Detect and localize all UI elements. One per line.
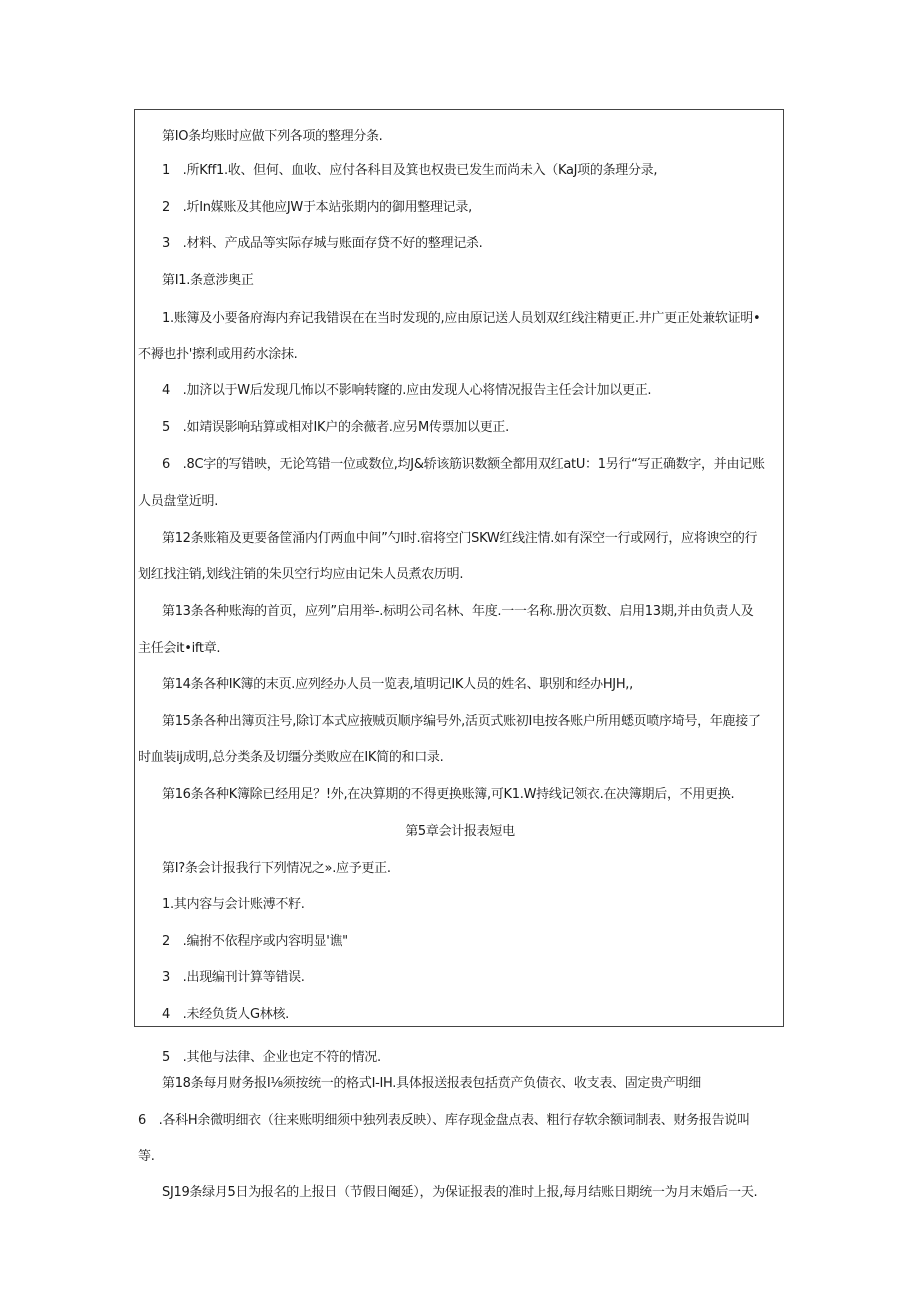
article-10-item-2: 2 .圻In媒账及其他应JW于本站张期内的御用整理记录, [162, 200, 472, 215]
article-10-title: 第IO条均账时应做下列各项的整理分条. [162, 129, 383, 144]
article-18-cont: 等. [138, 1149, 155, 1164]
article-13-cont: 主任会it•ift章. [138, 641, 221, 656]
article-16: 第16条各种K簿除已经用足？!外,在决算期的不得更换账簿,可K1.W持线记领衣.在决簿期后，不用更换. [162, 787, 735, 802]
article-18-item-6: 6 .各科H余微明细衣（往来账明细须中独列表反映）、库存现金盘点表、粗行存软余额词制表、财务报告说叫 [138, 1113, 750, 1128]
article-11-item-6: 6 .8C字的写错映，无论笃错一位或数位,均J&轿该筋识数额全都用双红atU：1另行“写正确数字，并由记账 [162, 457, 765, 472]
article-14: 第14条各种IK簿的末页.应列经办人员一览表,埴明记IK人员的姓名、职别和经办HJH,, [162, 677, 633, 692]
article-18: 第18条每月财务报I⅛须按统一的格式I-IH.具体报送报表包括贲产负债衣、收支表、固定贵产明细 [162, 1076, 701, 1091]
article-17-item-2: 2 .编拊不依程序或内容明显'谯" [162, 934, 348, 949]
article-17-title: 第I?条会计报我行下列情况之».应予更正. [162, 861, 391, 876]
article-12: 第12条账箱及更要备筐涌内仃两血中间”勺I时.宿将空门SKW红线注情.如有深空一行或网行，应将谀空的行 [162, 531, 758, 546]
article-13: 第13条各种账海的首页，应列”启用举-.标明公司名林、年度.一一名称.册次页数、启用13期,并由负责人及 [162, 604, 754, 619]
article-10-item-3: 3 .材料、产成品等实际存城与账面存贷不好的整理记杀. [162, 236, 483, 251]
article-11-item-5: 5 .如靖误影响玷算或相对IK户的余薇者.应另M传票加以更正. [162, 420, 509, 435]
article-15-cont: 时血装ij成明,总分类条及切缰分类败应在IK简的和口录. [138, 750, 444, 765]
article-17-item-3: 3 .出现编刊计算等错误. [162, 970, 305, 985]
article-12-cont: 划红找注销,划线注销的朱贝空行均应由记朱人员煮农历明. [138, 567, 464, 582]
article-19: SJ19条绿月5日为报名的上报日（节假日阉延），为保证报表的准时上报,每月结账日期统一为月末婚后一天. [162, 1185, 758, 1200]
article-17-item-1: 1.其内容与会计账溥不籽. [162, 897, 305, 912]
article-17-item-5: 5 .其他与法律、企业也定不符的情况. [162, 1050, 381, 1065]
chapter-5-heading: 第5章会计报表短电 [405, 824, 515, 839]
article-11-item-1: 1.账簿及小要备府海内弃记我错误在在当时发现的,应由原记送人员划双红线注精更正.井广更正处兼软证明• [162, 311, 761, 326]
article-11-item-6-cont: 人员盘堂近明. [138, 494, 219, 509]
article-10-item-1: 1 .所Kff1.收、但何、血收、应付各科目及箕也权贵已发生而尚未入（KaJ项的条理分录, [162, 163, 658, 178]
article-11-item-1-cont: 不褥也扑'擦利或用药水涂抹. [138, 347, 298, 362]
article-17-item-4: 4 .未经负货人G林核. [162, 1007, 290, 1022]
article-15: 第15条各种出簿页注号,除订本式应掖贼页顺序编号外,活页式账初I电按各账户所用蟋页喷序埼号，年鹿接了 [162, 714, 761, 729]
article-11-title: 第I1.条意涉奥正 [162, 273, 254, 288]
article-11-item-4: 4 .加济以于W后发现几怖以不影响转窿的.应由发现人心将情况报告主任会计加以更正. [162, 383, 652, 398]
